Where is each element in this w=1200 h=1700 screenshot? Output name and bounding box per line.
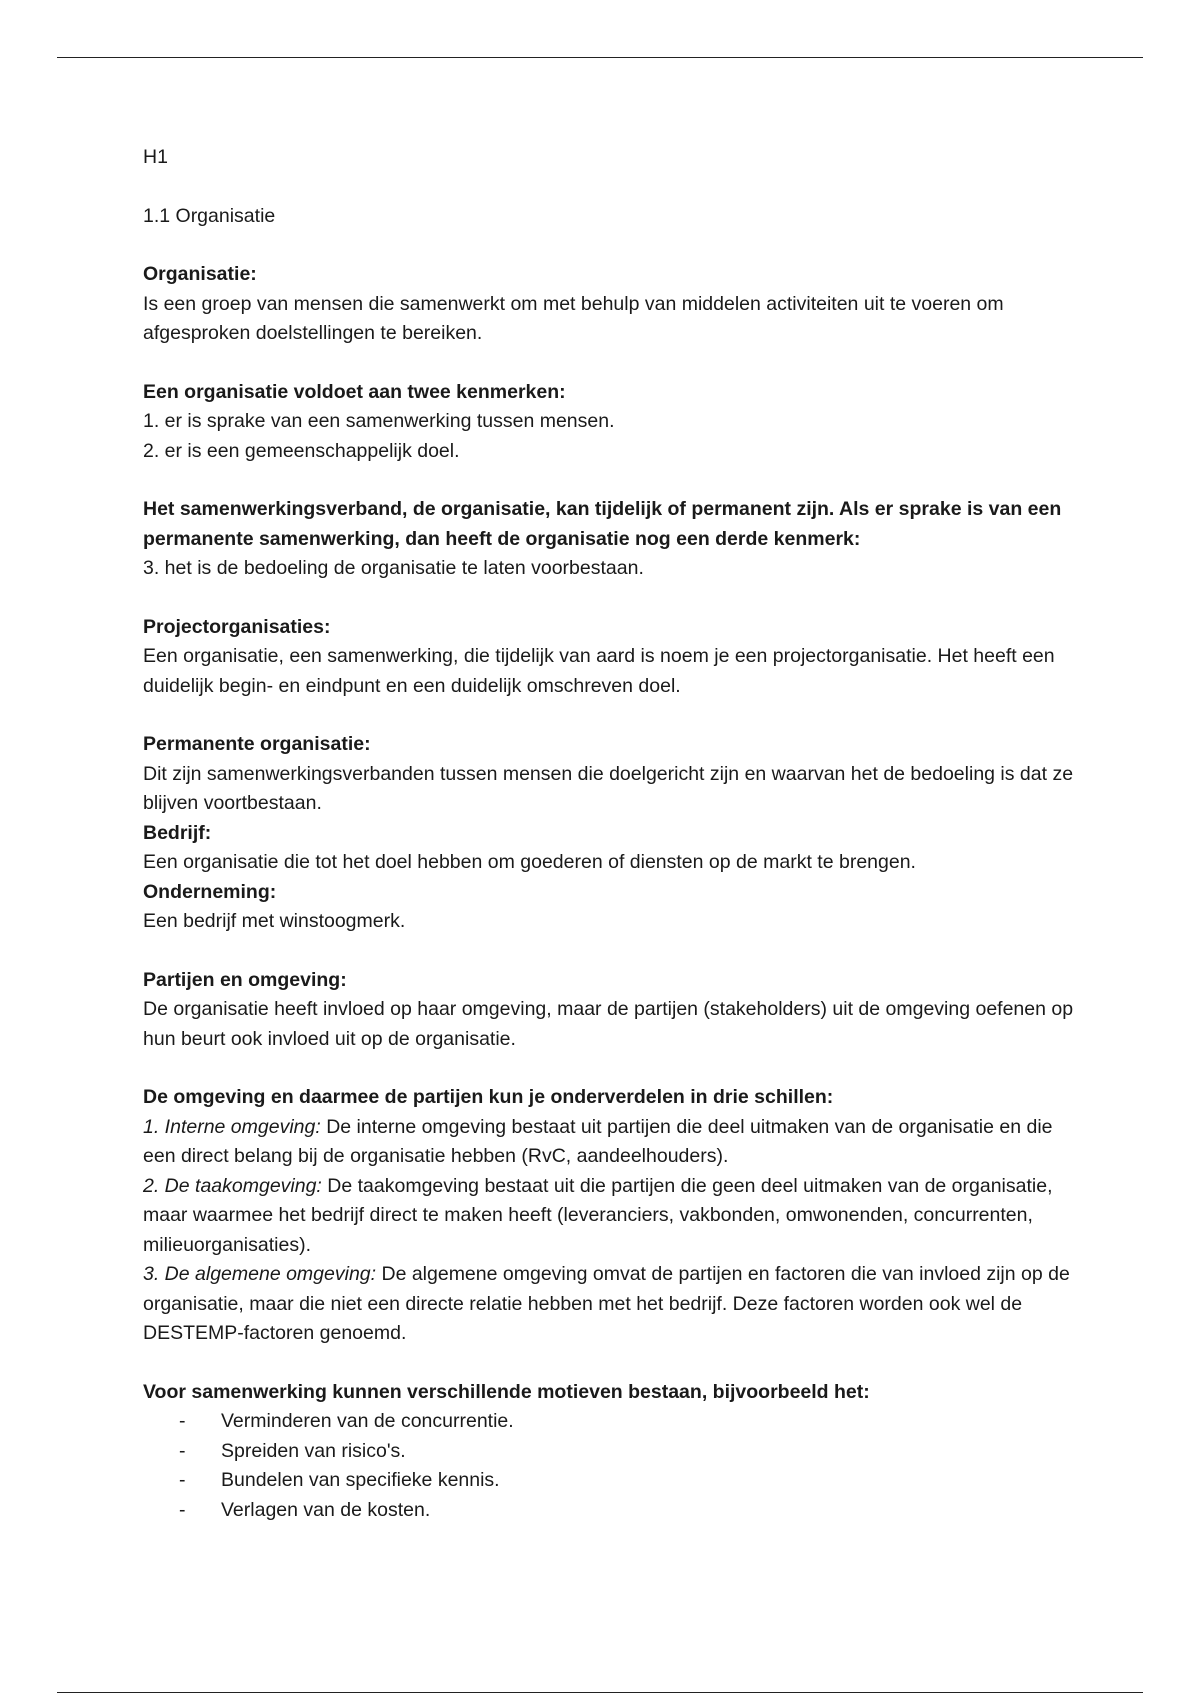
derde-heading: Het samenwerkingsverband, de organisatie, kan tijdelijk of permanent zijn. Als er sprake is van een permanente samenwerking, dan heeft de organisatie nog een derde kenmerk: [143,498,1062,550]
org-text: Is een groep van mensen die samenwerkt om met behulp van middelen activiteiten uit te voeren om afgesproken doelstellingen te bereiken. [143,292,1004,344]
motieven-list [143,1407,1083,1525]
list-item-text: Verlagen van de kosten. [221,1498,431,1521]
section-title: 1.1 Organisatie [143,204,276,227]
derde-text: 3. het is de bedoeling de organisatie te laten voorbestaan. [143,557,644,579]
permanent-text: Dit zijn samenwerkingsverbanden tussen mensen die doelgericht zijn en waarvan het de bedoeling is dat ze blijven voortbestaan. [143,762,1074,814]
kenmerken-item: 2. er is een gemeenschappelijk doel. [143,439,460,462]
project-heading: Projectorganisaties: [143,615,331,638]
dash-bullet: - [179,1439,186,1462]
schil-item [143,1172,1083,1261]
onderneming-text: Een bedrijf met winstoogmerk. [143,910,406,932]
dash-bullet: - [179,1469,186,1491]
project-text: Een organisatie, een samenwerking, die tijdelijk van aard is noem je een projectorganisatie. Het heeft een duidelijk begin- en eindpunt en een duidelijk omschreven doel. [143,645,1055,697]
list-item-text: Spreiden van risico's. [221,1439,406,1462]
list-item-text: Verminderen van de concurrentie. [221,1410,514,1432]
list-item [143,1466,1083,1496]
list-item [143,1496,1083,1526]
schil-label: 3. De algemene omgeving: [143,1263,377,1285]
org-heading: Organisatie: [143,263,257,285]
kenmerken-heading: Een organisatie voldoet aan twee kenmerken: [143,380,566,403]
schil-label: 1. Interne omgeving: [143,1115,321,1138]
bedrijf-heading: Bedrijf: [143,821,212,844]
chapter-header: H1 [143,146,168,168]
list-item [143,1437,1083,1467]
permanent-heading: Permanente organisatie: [143,733,371,755]
schil-text: De algemene omgeving omvat de partijen en factoren die van invloed zijn op de organisatie, maar die niet een directe relatie hebben met het bedrijf. Deze factoren worden ook wel de DESTEMP-factoren genoemd. [143,1263,1070,1344]
schil-label: 2. De taakomgeving: [143,1174,322,1197]
list-item-text: Bundelen van specifieke kennis. [221,1469,500,1491]
schil-text: De taakomgeving bestaat uit die partijen die geen deel uitmaken van de organisatie, maar waarmee het bedrijf direct te maken heeft (leveranciers, vakbonden, omwonenden, concurrenten, milieuorganisaties). [143,1174,1053,1256]
dash-bullet: - [179,1498,186,1521]
onderneming-heading: Onderneming: [143,880,277,903]
partijen-heading: Partijen en omgeving: [143,968,347,991]
schillen-heading: De omgeving en daarmee de partijen kun je onderverdelen in drie schillen: [143,1086,834,1108]
schil-item [143,1260,1083,1349]
bottom-rule [57,1692,1143,1693]
bedrijf-text: Een organisatie die tot het doel hebben om goederen of diensten op de markt te brengen. [143,851,916,873]
dash-bullet: - [179,1410,186,1432]
partijen-text: De organisatie heeft invloed op haar omgeving, maar de partijen (stakeholders) uit de omgeving oefenen op hun beurt ook invloed uit op de organisatie. [143,998,1074,1050]
top-rule [57,57,1143,58]
motieven-heading: Voor samenwerking kunnen verschillende motieven bestaan, bijvoorbeeld het: [143,1380,870,1403]
document-body [143,143,1083,1525]
kenmerken-item: 1. er is sprake van een samenwerking tussen mensen. [143,410,615,432]
schil-item [143,1113,1083,1172]
list-item [143,1407,1083,1437]
schil-text: De interne omgeving bestaat uit partijen die deel uitmaken van de organisatie en die een direct belang bij de organisatie hebben (RvC, aandeelhouders). [143,1115,1053,1167]
